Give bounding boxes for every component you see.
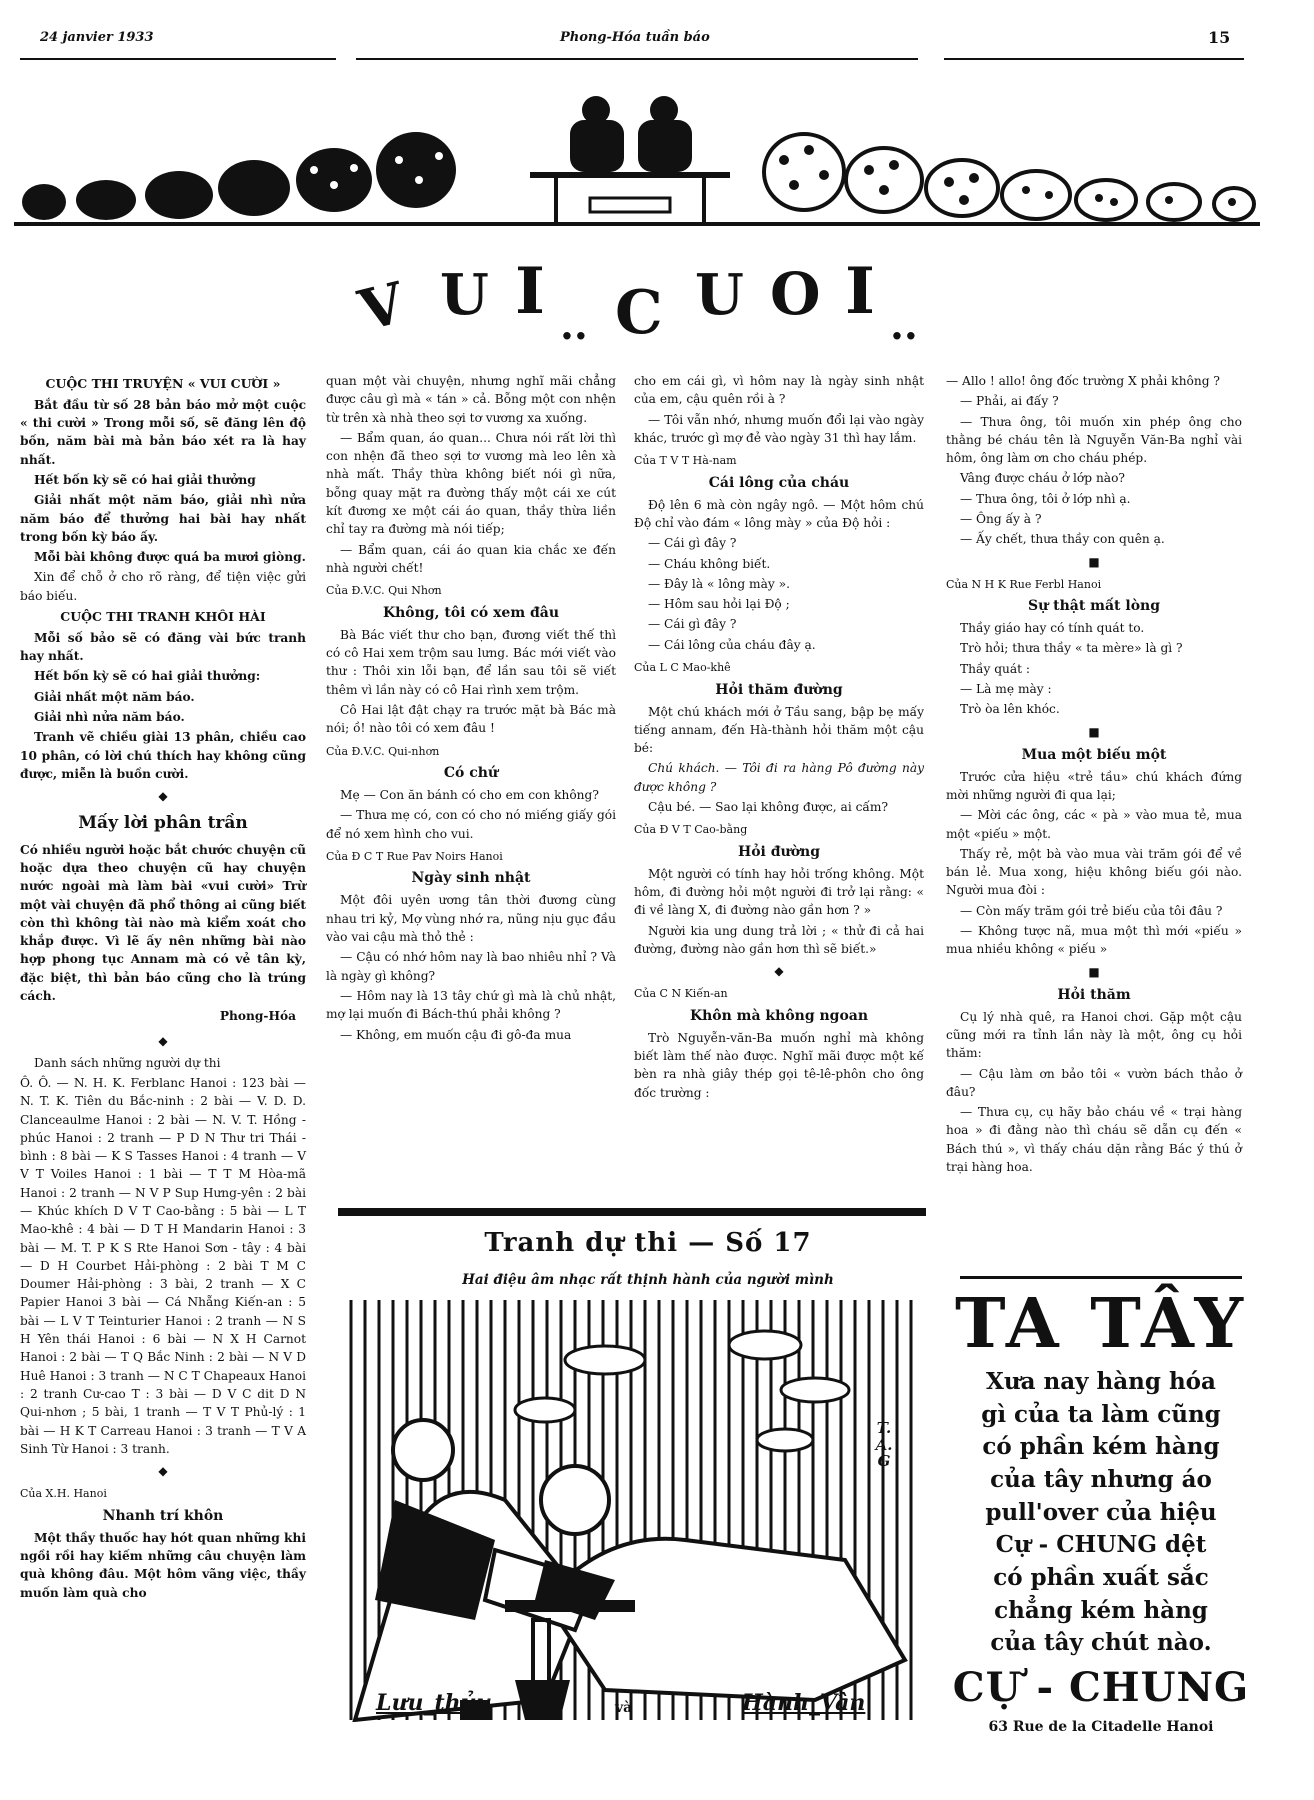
page-number: 15 [1208,28,1231,47]
dialogue-line: — Ấy chết, thưa thầy con quên ạ. [960,532,1165,547]
ad-line: chẳng kém hàng [994,1596,1208,1624]
section-title-vui-cuoi [352,254,960,352]
story-title: Hỏi thăm [1057,986,1131,1003]
title-letter: U [440,262,489,328]
header-rule-left [20,58,336,60]
paragraph: Giải nhì nửa năm báo. [34,709,185,724]
paragraph: Trước cửa hiệu «trẻ tầu» chú khách đứng mời những người đi qua lại; [946,769,1242,802]
title-letter: V [352,269,411,345]
drawing-contest-title: CUỘC THI TRANH KHÔI HÀI [60,609,266,625]
paragraph: Bắt đầu từ số 28 bản báo mở một cuộc « thi cười » Trong mỗi số, sẽ đăng lên độ bốn, năm bài mà bản báo xét ra là hay nhất. [20,397,306,467]
dialogue-line: — Thưa ông, tôi ở lớp nhì ạ. [960,491,1131,506]
title-letter: I [845,254,875,329]
drawing-title: Tranh dự thi — Số 17 [484,1228,812,1258]
paragraph: Một đôi uyên ương tân thời đương cùng nhau tri kỷ, Mợ vùng nhớ ra, nũng nịu gục đầu vào vai cậu mà thỏ thẻ : [326,893,616,945]
title-dots: .. [890,302,918,349]
drawing-top-rule [338,1208,926,1216]
title-dots: .. [560,302,588,349]
drawing-caption-left: Lưu_thủy [376,1690,490,1716]
masthead-illustration [14,90,1260,230]
header-rule-right [944,58,1244,60]
story-title: Có chứ [443,765,499,782]
separator-diamond: ◆ [158,1033,168,1048]
paragraph: — Mời các ông, các « pà » vào mua tẻ, mua một «piếu » một. [946,808,1242,841]
story-title: Nhanh trí khôn [102,1507,224,1524]
paragraph: — Bẩm quan, cái áo quan kia chắc xe đến nhà người chết! [326,542,616,575]
story-credit: Của Đ.V.C. Qui-nhơn [326,744,440,758]
separator-diamond: ◆ [774,964,784,979]
separator-square: ■ [1088,554,1100,569]
title-letter: O [770,260,821,328]
story-title: Sự thật mất lòng [1027,598,1161,615]
paragraph: — Tôi vẫn nhớ, nhưng muốn đổi lại vào ngày khác, trước gì mợ đẻ vào ngày 31 thì hay lắm. [634,412,924,445]
paragraph: Người kia ung dung trả lời ; « thử đi cả hai đường, đường nào gần hơn thì sẽ biết.» [634,923,924,957]
dialogue-line: — Thưa ông, tôi muốn xin phép ông cho thằng bé cháu tên là Nguyễn Văn-Ba nghỉ vài hôm, ông làm ơn cho cháu phép. [946,414,1242,466]
dialogue-line: Trò hỏi; thưa thầy « ta mère» là gì ? [960,641,1183,656]
story-title: Không, tôi có xem đâu [382,604,560,621]
dialogue-line: — Phải, ai đấy ? [960,394,1059,409]
dialogue-line: Thầy quát : [960,661,1031,676]
ad-line: có phần xuất sắc [993,1563,1209,1591]
ad-brand: CỰ - CHUNG [952,1663,1250,1711]
dialogue-line: — Cái gì đây ? [648,617,737,632]
paragraph: — Cậu có nhớ hôm nay là bao nhiêu nhỉ ? Và là ngày gì không? [326,950,616,983]
separator-square: ■ [1088,964,1100,979]
paragraph: Một thầy thuốc hay hót quan những khi ngồi rồi hay kiếm những câu chuyện làm quà không đâu. Một hôm vãng việc, thầy muốn làm quà cho [20,1530,306,1600]
separator-square: ■ [1088,724,1100,739]
drawing-caption-right: Hành_Vân [742,1690,866,1716]
dialogue-line: — Đây là « lông mày ». [648,576,790,591]
paragraph: Cậu bé. — Sao lại không được, ai cấm? [648,800,888,815]
title-letter: I [515,254,545,329]
header-rule-mid [356,58,918,60]
story-title: Cái lông của cháu [708,474,850,491]
issue-date: 24 janvier 1933 [40,30,154,45]
drawing-signature: T.A.G [875,1419,893,1470]
paragraph: Tranh vẽ chiều giài 13 phân, chiều cao 10 phân, có lời chú thích hay không cũng được, miễn là buồn cười. [20,730,306,781]
paragraph: Trò Nguyễn-văn-Ba muốn nghỉ mà không biết làm thế nào được. Nghĩ mãi được một kế bèn ra nhà giây thép gọi tê-lê-phôn cho ông đốc trường : [634,1030,924,1100]
dialogue-line: — Ông ấy à ? [960,512,1042,527]
paragraph: Một chú khách mới ở Tầu sang, bập bẹ mấy tiếng annam, đến Hà-thành hỏi thăm một cậu bé: [634,704,924,756]
note-signature: Phong-Hóa [219,1009,296,1024]
dialogue-line: — Hôm sau hỏi lại Độ ; [648,597,790,612]
paragraph: Hết bốn kỳ sẽ có hai giải thưởng: [34,669,261,684]
ad-title: TA TÂY [954,1284,1248,1364]
column-4 [946,372,1242,1178]
separator-diamond: ◆ [158,1464,168,1479]
contest-title: CUỘC THI TRUYỆN « VUI CƯỜI » [45,376,281,391]
ad-line: có phần kém hàng [982,1433,1220,1461]
story-credit: Của Đ.V.C. Qui Nhơn [326,584,442,598]
ad-line: Xưa nay hàng hóa [986,1368,1216,1395]
ad-line: Cự - CHUNG dệt [995,1531,1207,1559]
ad-line: của tây nhưng áo [990,1465,1212,1493]
paragraph: Cụ lý nhà quê, ra Hanoi chơi. Gặp một cậu cũng mới ra tỉnh lần này là một, ông cụ hỏi thăm: [946,1009,1242,1061]
story-title: Ngày sinh nhật [411,870,531,887]
dialogue-line: — Cái lông của cháu đây ạ. [648,637,816,652]
paragraph: Mỗi số bảo sẽ có đăng vài bức tranh hay nhất. [20,630,306,664]
separator-diamond: ◆ [158,789,168,804]
ad-top-rule [960,1276,1242,1279]
paragraph: — Không, em muốn cậu đi gô-đa mua [340,1027,572,1042]
paragraph: Giải nhất một năm báo. [34,689,195,704]
drawing-caption-and: và [615,1700,633,1716]
story-title: Hỏi đường [737,843,821,860]
note-title: Mấy lời phân trần [78,813,248,834]
ad-address: 63 Rue de la Citadelle Hanoi [988,1718,1214,1735]
ad-body [952,1366,1250,1660]
paragraph: Cô Hai lật đật chạy ra trước mặt bà Bác mà nói; ồ! nào tôi có xem đâu ! [326,702,616,736]
story-title: Mua một biếu một [1021,746,1167,763]
paragraph: Xin để chỗ ở cho rõ ràng, để tiện việc gửi báo biếu. [20,570,306,603]
drawing-subtitle: Hai điệu âm nhạc rất thịnh hành của người mình [462,1272,834,1288]
story-credit: Của C N Kiến-an [634,987,728,1001]
story-title: Hỏi thăm đường [715,681,843,698]
paragraph: Mỗi bài không được quá ba mươi giòng. [34,550,306,565]
title-letter: C [615,278,663,348]
story-credit: Của Đ V T Cao-bằng [634,823,748,837]
dialogue-line: Trò òa lên khóc. [960,702,1060,717]
dialogue-line: — Allo ! allo! ông đốc trường X phải không ? [946,374,1220,388]
paragraph: Một người có tính hay hỏi trống không. Một hôm, đi đường hỏi một người đi trở lại rằng: « đi về làng X, đi đường nào gần hơn ? » [634,866,924,918]
column-1 [20,372,306,1604]
story-credit: Của L C Mao-khê [634,661,731,675]
paragraph: Thấy rẻ, một bà vào mua vài trăm gói để về bán lẻ. Mua xong, hiệu không biếu gói nào. Người mua đòi : [946,846,1242,898]
title-letter: U [695,262,744,328]
paragraph: quan một vài chuyện, nhưng nghĩ mãi chẳng được câu gì mà « tán » cả. Bỗng một con nhện từ trên xà nhà theo sợi tơ vương xa xuống. [326,374,616,425]
paragraph: — Không tược nã, mua một thì mới «piếu » mua nhiều không « piếu » [946,924,1242,957]
paragraph: Chú khách. — Tôi đi ra hàng Pô đường này được không ? [634,761,924,794]
dialogue-line: — Là mẹ mày : [960,682,1052,697]
paragraph: — Cậu làm ơn bảo tôi « vườn bách thảo ở đâu? [946,1066,1242,1099]
advertisement [952,1284,1250,1735]
ad-line: pull'over của hiệu [985,1498,1217,1526]
story-credit: Của N H K Rue Ferbl Hanoi [946,577,1102,591]
paragraph: — Còn mấy trăm gói trẻ biếu của tôi đâu ? [960,903,1223,918]
paragraph: Độ lên 6 mà còn ngây ngô. — Một hôm chú Độ chỉ vào đám « lông mày » của Độ hỏi : [634,497,924,530]
ad-line: của tây chút nào. [990,1629,1212,1657]
dialogue-line: — Cái gì đây ? [648,536,737,551]
participant-list: Ô. Ô. — N. H. K. Ferblanc Hanoi : 123 bài — N. T. K. Tiên du Bắc-ninh : 2 bài — V. D. D. Clanceaulme Hanoi : 2 bài — N. V. T. Hồng - phúc Hanoi : 2 tranh — P D N Thư tri Thái - bình : 8 bài — K S Tasses Hanoi : 4 tranh — V V T Voiles Hanoi : 1 bài — T T M Hòa-mã Hanoi : 2 tranh — N V P Sup Hưng-yên : 2 bài — Khúc khích D V T Cao-bằng : 5 bài — L T Mao-khê : 4 bài — D T H Mandarin Hanoi : 3 bài — M. T. P K S Rte Hanoi Sơn - tây : 4 bài — D H Courbet Hải-phòng : 2 bài T M C Doumer Hải-phòng : 3 bài, 2 tranh — X C Papier Hanoi 3 bài — Cá Nhẵng Kiến-an : 5 bài — L V T Teinturier Hanoi : 2 tranh — N S H Yên thái Hanoi : 6 bài — N X H Carnot Hanoi : 2 bài — T Q Bắc Ninh : 2 bài — N V D Huê Hanoi : 3 tranh — N C T Chapeaux Hanoi : 2 tranh Cư-cao T : 3 bài — D V C dit D N Qui-nhơn ; 5 bài, 1 tranh — T V T Phủ-lý : 1 bài — H K T Carreau Hanoi : 3 tranh — T V A Sinh Từ Hanoi : 3 tranh. [20,1075,306,1456]
story-title: Khôn mà không ngoan [689,1007,869,1024]
drawing-illustration [345,1300,920,1740]
paper-name: Phong-Hóa tuần báo [560,30,710,45]
story-credit: Của T V T Hà-nam [634,454,737,468]
paragraph: Giải nhất một năm báo, giải nhì nửa năm báo để thưởng hai bài hay nhất trong bốn kỳ báo ấy. [20,493,306,544]
story-credit: Của X.H. Hanoi [20,1487,107,1501]
dialogue-line: Thầy giáo hay có tính quát to. [960,621,1145,636]
paragraph: Mẹ — Con ăn bánh có cho em con không? [340,788,599,803]
paragraph: Có nhiều người hoặc bắt chước chuyện cũ hoặc dựa theo chuyện cũ hay chuyện nước ngoài mà làm bài «vui cười» Trừ một vài chuyện đã phổ thông ai cũng biết còn thì không tài nào mà kiểm xoát cho khắp được. Vì lẽ ấy nên những bài nào hợp phong tục Annam mà có vẻ tân kỳ, đặc biệt, thì bản báo cũng cho là trúng cách. [20,842,306,1004]
paragraph: — Hôm nay là 13 tây chứ gì mà là chủ nhật, mợ lại muốn đi Bách-thú phải không ? [326,988,616,1022]
paragraph: Bà Bác viết thư cho bạn, đương viết thế thì có cô Hai xem trộm sau lưng. Bác mới viết vào thư : Thôi xin lỗi bạn, để lần sau tôi sẽ viết thêm vì lần này có cô Hai rình xem trộm. [326,627,616,697]
paragraph: Hết bốn kỳ sẽ có hai giải thưởng [34,472,256,487]
paragraph: — Thưa cụ, cụ hãy bảo cháu về « trại hàng hoa » đi đằng nào thì cháu sẽ dẫn cụ đến « Bách thú », vì thấy cháu dặn rằng Bác ý thú ở trại hàng hoa. [946,1105,1242,1174]
paragraph: — Bẩm quan, áo quan... Chưa nói rất lời thì con nhện đã theo sợi tơ vương mà leo lên xà nhà mất. Thầy thừa không biết nói gì nữa, bỗng quay mặt ra đường thấy một cái xe cút kít đương xe một cái áo quan, thầy thừa liền chỉ tay ra đường mà nói tiếp; [326,430,616,537]
paragraph: — Thưa mẹ có, con có cho nó miếng giấy gói để nó xem hình cho vui. [326,808,616,841]
column-3 [634,372,924,1104]
column-2 [326,372,616,1046]
dialogue-line: Vâng được cháu ở lớp nào? [960,471,1125,486]
ad-line: gì của ta làm cũng [981,1400,1221,1428]
story-credit: Của Đ C T Rue Pav Noirs Hanoi [326,849,503,863]
list-title: Danh sách những người dự thi [34,1055,221,1070]
paragraph: cho em cái gì, vì hôm nay là ngày sinh nhật của em, cậu quên rồi à ? [634,374,924,407]
dialogue-line: — Cháu không biết. [648,556,771,571]
